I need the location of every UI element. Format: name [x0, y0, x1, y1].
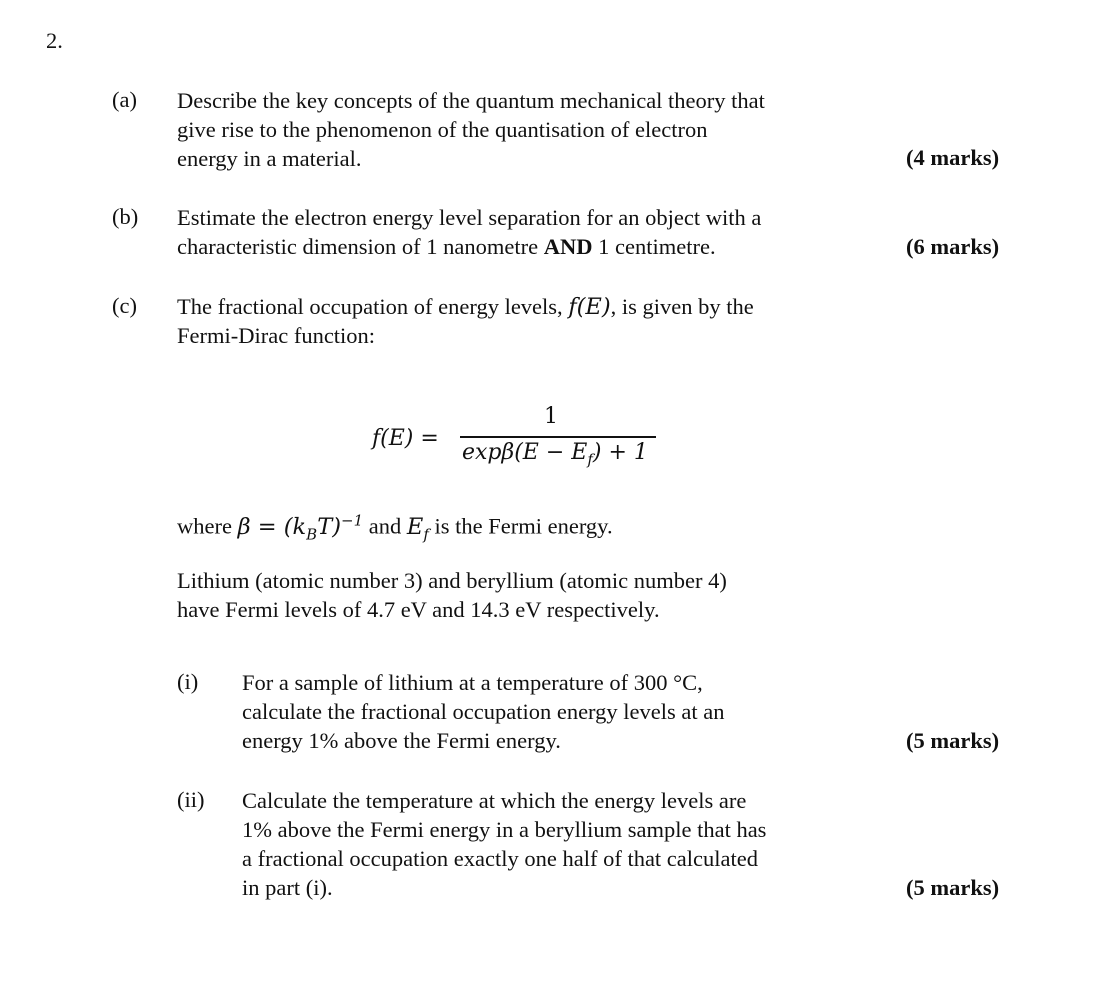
beta-sub: B: [306, 525, 318, 543]
part-a-label: (a): [112, 87, 137, 112]
formula-numerator: 1: [544, 404, 558, 429]
part-c-label: (c): [112, 293, 137, 318]
denominator-tail: ) + 1: [592, 440, 648, 465]
where-and: and: [363, 513, 407, 539]
subpart-i-line: For a sample of lithium at a temperature of 300 °C,: [242, 670, 703, 695]
subpart-ii-line: 1% above the Fermi energy in a beryllium sample that has: [242, 817, 767, 842]
part-b-emphasis: AND: [543, 234, 593, 259]
part-c-line: [177, 292, 754, 322]
ef-main: E: [406, 513, 424, 540]
part-a-line: energy in a material.: [177, 146, 362, 171]
formula-lhs: f(E) =: [372, 426, 439, 451]
paragraph-line: have Fermi levels of 4.7 eV and 14.3 eV respectively.: [177, 597, 660, 622]
where-text: where: [177, 513, 238, 539]
subpart-i-label: (i): [177, 669, 199, 694]
formula-denominator: [462, 440, 648, 468]
subpart-ii-line: Calculate the temperature at which the energy levels are: [242, 788, 747, 813]
part-b-marks: (6 marks): [906, 234, 1000, 259]
part-b-line: Estimate the electron energy level separation for an object with a: [177, 205, 762, 230]
ef-sub: f: [423, 525, 429, 543]
part-a-line: give rise to the phenomenon of the quantisation of electron: [177, 117, 708, 142]
part-c-line: Fermi-Dirac function:: [177, 323, 376, 348]
part-a-line: Describe the key concepts of the quantum mechanical theory that: [177, 88, 765, 113]
part-b-label: (b): [112, 204, 139, 229]
part-b-text: 1 centimetre.: [592, 234, 716, 259]
beta-definition: [237, 511, 364, 543]
fraction-bar: [460, 436, 656, 438]
subpart-ii-line: a fractional occupation exactly one half of that calculated: [242, 846, 758, 871]
beta-mid: T): [317, 513, 341, 540]
denominator-main: expβ(E − E: [462, 440, 588, 465]
denominator-sub: f: [587, 450, 593, 469]
fermi-dirac-formula: [372, 400, 672, 480]
where-line: [177, 506, 613, 549]
where-post: is the Fermi energy.: [428, 513, 613, 539]
part-c-text: The fractional occupation of energy levels,: [177, 294, 569, 319]
subpart-ii-marks: (5 marks): [906, 875, 1000, 900]
part-a-marks: (4 marks): [906, 145, 1000, 170]
fermi-energy-symbol: [406, 513, 429, 543]
part-c-text: , is given by the: [610, 294, 754, 319]
subpart-i-line: calculate the fractional occupation energy levels at an: [242, 699, 725, 724]
part-b-text: characteristic dimension of 1 nanometre: [177, 234, 544, 259]
part-b-line: [177, 232, 716, 261]
paragraph-line: Lithium (atomic number 3) and beryllium (atomic number 4): [177, 568, 727, 593]
question-number: 2.: [46, 28, 63, 53]
beta-sup: −1: [341, 511, 364, 529]
subpart-ii-line: in part (i).: [242, 875, 333, 900]
subpart-i-marks: (5 marks): [906, 728, 1000, 753]
subpart-ii-label: (ii): [177, 787, 205, 812]
beta-main: β = (k: [237, 513, 307, 540]
math-inline: f(E): [568, 294, 611, 320]
subpart-i-line: energy 1% above the Fermi energy.: [242, 728, 561, 753]
